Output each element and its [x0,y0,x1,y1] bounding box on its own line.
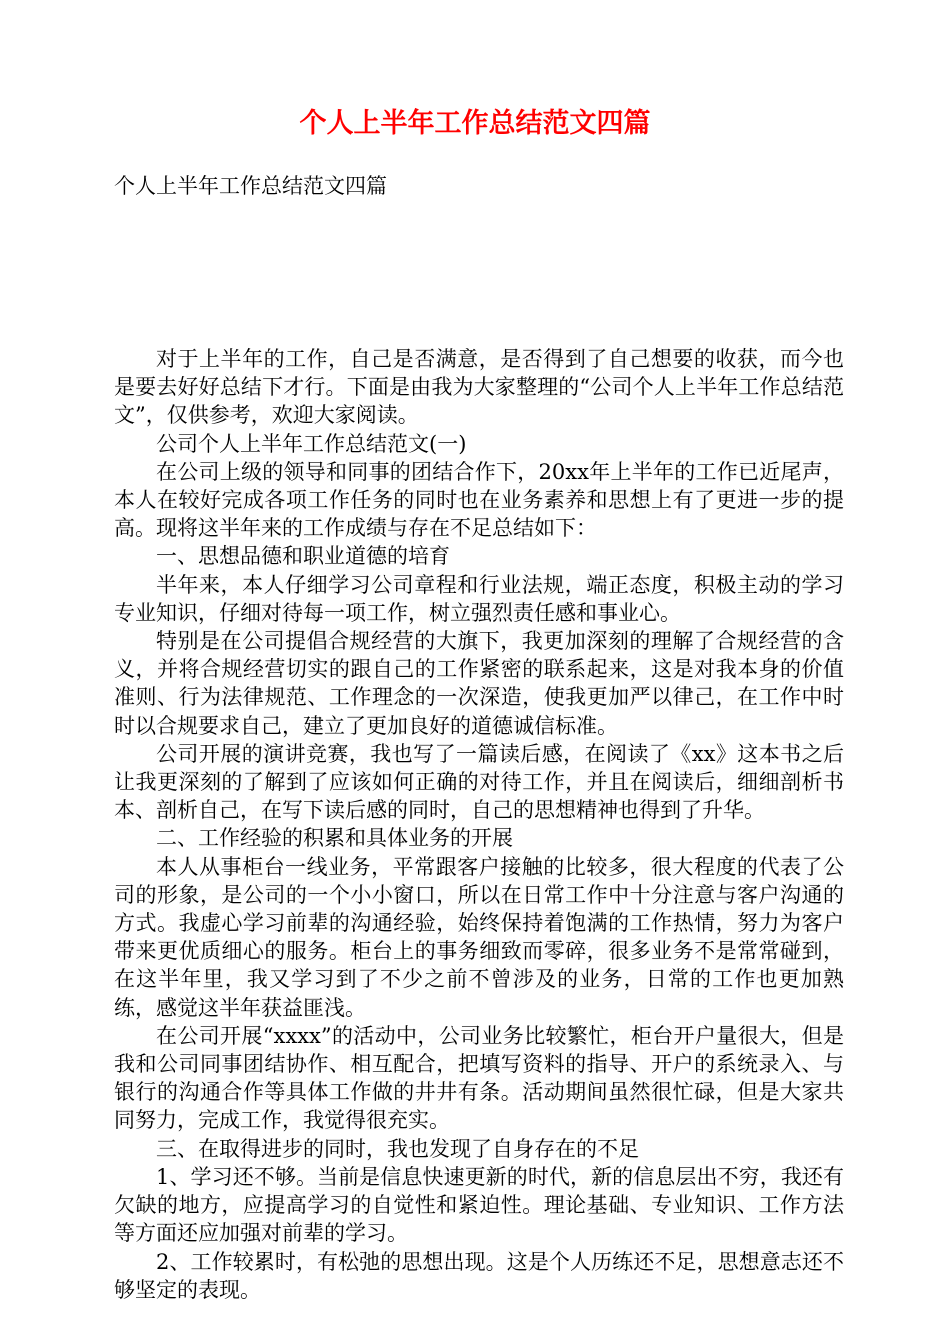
paragraph: 2、工作较累时，有松弛的思想出现。这是个人历练还不足，思想意志还不够坚定的表现。 [114,1249,844,1302]
paragraph: 1、学习还不够。当前是信息快速更新的时代，新的信息层出不穷，我还有欠缺的地方，应提高学习的自觉性和紧迫性。理论基础、专业知识、工作方法等方面还应加强对前辈的学习。 [114,1164,844,1246]
paragraph: 半年来，本人仔细学习公司章程和行业法规，端正态度，积极主动的学习专业知识，仔细对待每一项工作，树立强烈责任感和事业心。 [114,572,844,625]
paragraph: 在公司开展“xxxx”的活动中，公司业务比较繁忙，柜台开户量很大，但是我和公司同事团结协作、相互配合，把填写资料的指导、开户的系统录入、与银行的沟通合作等具体工作做的井井有条。活动期间虽然很忙碌，但是大家共同努力，完成工作，我觉得很充实。 [114,1023,844,1133]
paragraph: 在公司上级的领导和同事的团结合作下，20xx年上半年的工作已近尾声，本人在较好完成各项工作任务的同时也在业务素养和思想上有了更进一步的提高。现将这半年来的工作成绩与存在不足总结如下： [114,459,844,541]
paragraph: 本人从事柜台一线业务，平常跟客户接触的比较多，很大程度的代表了公司的形象，是公司的一个小小窗口，所以在日常工作中十分注意与客户沟通的方式。我虚心学习前辈的沟通经验，始终保持着饱满的工作热情，努力为客户带来更优质细心的服务。柜台上的事务细致而零碎，很多业务不是常常碰到，在这半年里，我又学习到了不少之前不曾涉及的业务，日常的工作也更加熟练，感觉这半年获益匪浅。 [114,854,844,1020]
section-heading: 一、思想品德和职业道德的培育 [156,544,450,569]
document-subtitle: 个人上半年工作总结范文四篇 [114,174,387,198]
section-heading: 三、在取得进步的同时，我也发现了自身存在的不足 [156,1136,639,1161]
section-heading: 公司个人上半年工作总结范文(一) [156,431,467,456]
document-body [114,345,844,1304]
paragraph: 对于上半年的工作，自己是否满意，是否得到了自己想要的收获，而今也是要去好好总结下才行。下面是由我为大家整理的“公司个人上半年工作总结范文”，仅供参考，欢迎大家阅读。 [114,347,844,428]
section-heading: 二、工作经验的积累和具体业务的开展 [156,826,513,851]
document-title: 个人上半年工作总结范文四篇 [299,108,651,139]
paragraph: 特别是在公司提倡合规经营的大旗下，我更加深刻的理解了合规经营的含义，并将合规经营切实的跟自己的工作紧密的联系起来，这是对我本身的价值准则、行为法律规范、工作理念的一次深造，使我更加严以律己，在工作中时时以合规要求自己，建立了更加良好的道德诚信标准。 [114,629,844,738]
paragraph: 公司开展的演讲竞赛，我也写了一篇读后感，在阅读了《xx》这本书之后让我更深刻的了解到了应该如何正确的对待工作，并且在阅读后，细细剖析书本、剖析自己，在写下读后感的同时，自己的思想精神也得到了升华。 [114,741,844,823]
